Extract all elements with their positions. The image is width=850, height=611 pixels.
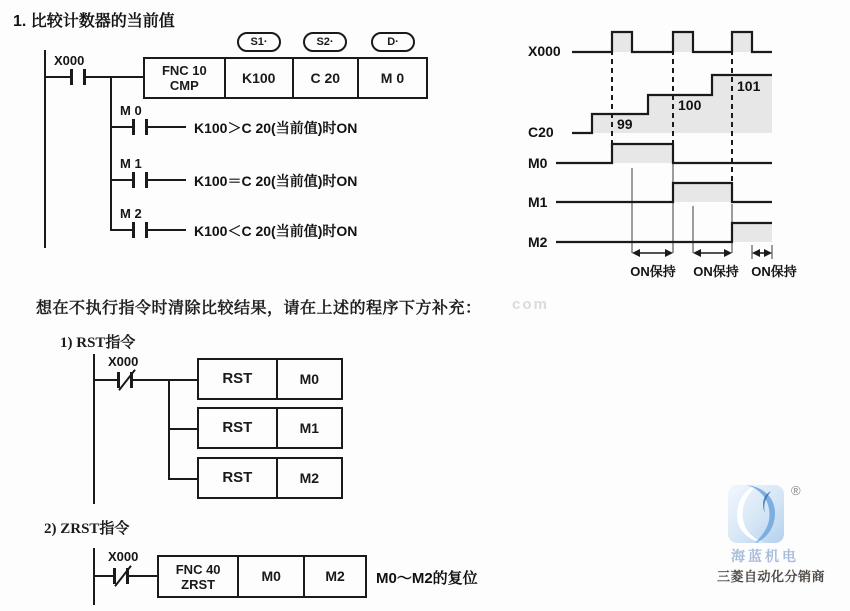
contact-label-m0: M 0 xyxy=(120,103,142,118)
hold-label-1: ON保持 xyxy=(630,264,676,279)
arrowhead xyxy=(693,249,701,257)
branch-desc-m1: K100＝C 20(当前值)时ON xyxy=(194,173,358,189)
rung-wire xyxy=(110,126,186,128)
operand-tag-s2: S2· xyxy=(303,32,347,52)
zrst-operand-d1: M0 xyxy=(239,557,305,596)
cmp-operand-d: M 0 xyxy=(380,69,405,86)
note-text: 想在不执行指令时清除比较结果，请在上述的程序下方补充： xyxy=(36,300,482,317)
rst-box-m2 xyxy=(197,457,343,499)
contact-label-x000: X000 xyxy=(108,354,139,369)
rung-wire xyxy=(168,478,199,480)
fnc-name: ZRST xyxy=(181,576,216,592)
zrst-heading: 2) ZRST指令 xyxy=(44,521,130,537)
logo-tagline: 三菱自动化分销商 xyxy=(716,569,825,584)
no-contact-x000 xyxy=(70,69,86,85)
rst-device: M2 xyxy=(299,469,320,486)
x000-pulse-fill xyxy=(732,32,752,52)
rst-box-m0 xyxy=(197,358,343,400)
arrowhead xyxy=(764,249,772,257)
rung-wire xyxy=(93,379,199,381)
operand-tag-s1: S1· xyxy=(237,32,281,52)
branch-desc-m0: K100＞C 20(当前值)时ON xyxy=(194,120,358,136)
cmp-mnemonic-cell xyxy=(145,59,226,97)
cmp-operand-s1: K100 xyxy=(226,59,294,97)
logo-emblem xyxy=(727,483,785,545)
rst-box-m1 xyxy=(197,407,343,449)
page-title: 1. 比较计数器的当前值 xyxy=(13,13,175,30)
signal-label-m2: M2 xyxy=(528,234,548,250)
power-rail xyxy=(93,354,95,504)
hold-label-3: ON保持 xyxy=(751,264,797,279)
counter-value-100: 100 xyxy=(678,97,702,113)
m2-pulse-fill xyxy=(732,223,772,242)
rung-wire xyxy=(44,76,144,78)
zrst-mnemonic-cell xyxy=(159,557,239,596)
rst-heading: 1) RST指令 xyxy=(60,335,136,351)
rst-device: M1 xyxy=(299,419,320,436)
x000-pulse-fill xyxy=(612,32,632,52)
contact-label-m1: M 1 xyxy=(120,156,142,171)
rst-opcode: RST xyxy=(199,409,278,447)
signal-label-m1: M1 xyxy=(528,194,548,210)
counter-value-99: 99 xyxy=(617,116,633,132)
rst-device: M0 xyxy=(299,370,320,387)
no-contact-m1 xyxy=(132,172,148,188)
rung-wire xyxy=(168,428,199,430)
arrowhead xyxy=(632,249,640,257)
nc-contact-x000 xyxy=(117,372,133,388)
branch-desc-m2: K100＜C 20(当前值)时ON xyxy=(194,223,358,239)
hold-label-2: ON保持 xyxy=(693,264,739,279)
registered-mark: ® xyxy=(791,483,801,498)
arrowhead xyxy=(724,249,732,257)
arrowhead xyxy=(752,249,760,257)
fnc-number: FNC 40 xyxy=(175,561,221,577)
contact-label-x000: X000 xyxy=(108,549,139,564)
branch-rail xyxy=(110,76,112,231)
operand-tag-d: D· xyxy=(371,32,415,52)
timing-diagram xyxy=(520,18,850,280)
contact-label-m2: M 2 xyxy=(120,206,142,221)
zrst-operand-d2: M2 xyxy=(325,568,345,585)
no-contact-m2 xyxy=(132,222,148,238)
arrowhead xyxy=(665,249,673,257)
signal-label-c20: C20 xyxy=(528,124,554,140)
x000-pulse-fill xyxy=(673,32,693,52)
contact-label-x000: X000 xyxy=(54,53,85,68)
rst-opcode: RST xyxy=(199,459,278,497)
logo-company-name: 海蓝机电 xyxy=(731,550,799,565)
no-contact-m0 xyxy=(132,119,148,135)
rung-wire xyxy=(110,179,186,181)
nc-contact-x000 xyxy=(113,568,129,584)
signal-label-m0: M0 xyxy=(528,155,548,171)
fnc-name: CMP xyxy=(169,78,199,93)
watermark-text: com xyxy=(512,296,549,313)
rst-opcode: RST xyxy=(199,360,278,398)
zrst-desc: M0～M2的复位 xyxy=(376,570,478,587)
m0-pulse-fill xyxy=(612,144,673,163)
m1-pulse-fill xyxy=(673,183,732,202)
signal-label-x000: X000 xyxy=(528,43,561,59)
counter-value-101: 101 xyxy=(737,78,761,94)
fnc-number: FNC 10 xyxy=(161,63,207,78)
cmp-operand-s2: C 20 xyxy=(294,59,359,97)
cmp-instruction-box xyxy=(143,57,428,99)
m1-waveform xyxy=(556,183,772,202)
zrst-instruction-box xyxy=(157,555,367,598)
power-rail xyxy=(44,50,46,248)
rung-wire xyxy=(110,229,186,231)
